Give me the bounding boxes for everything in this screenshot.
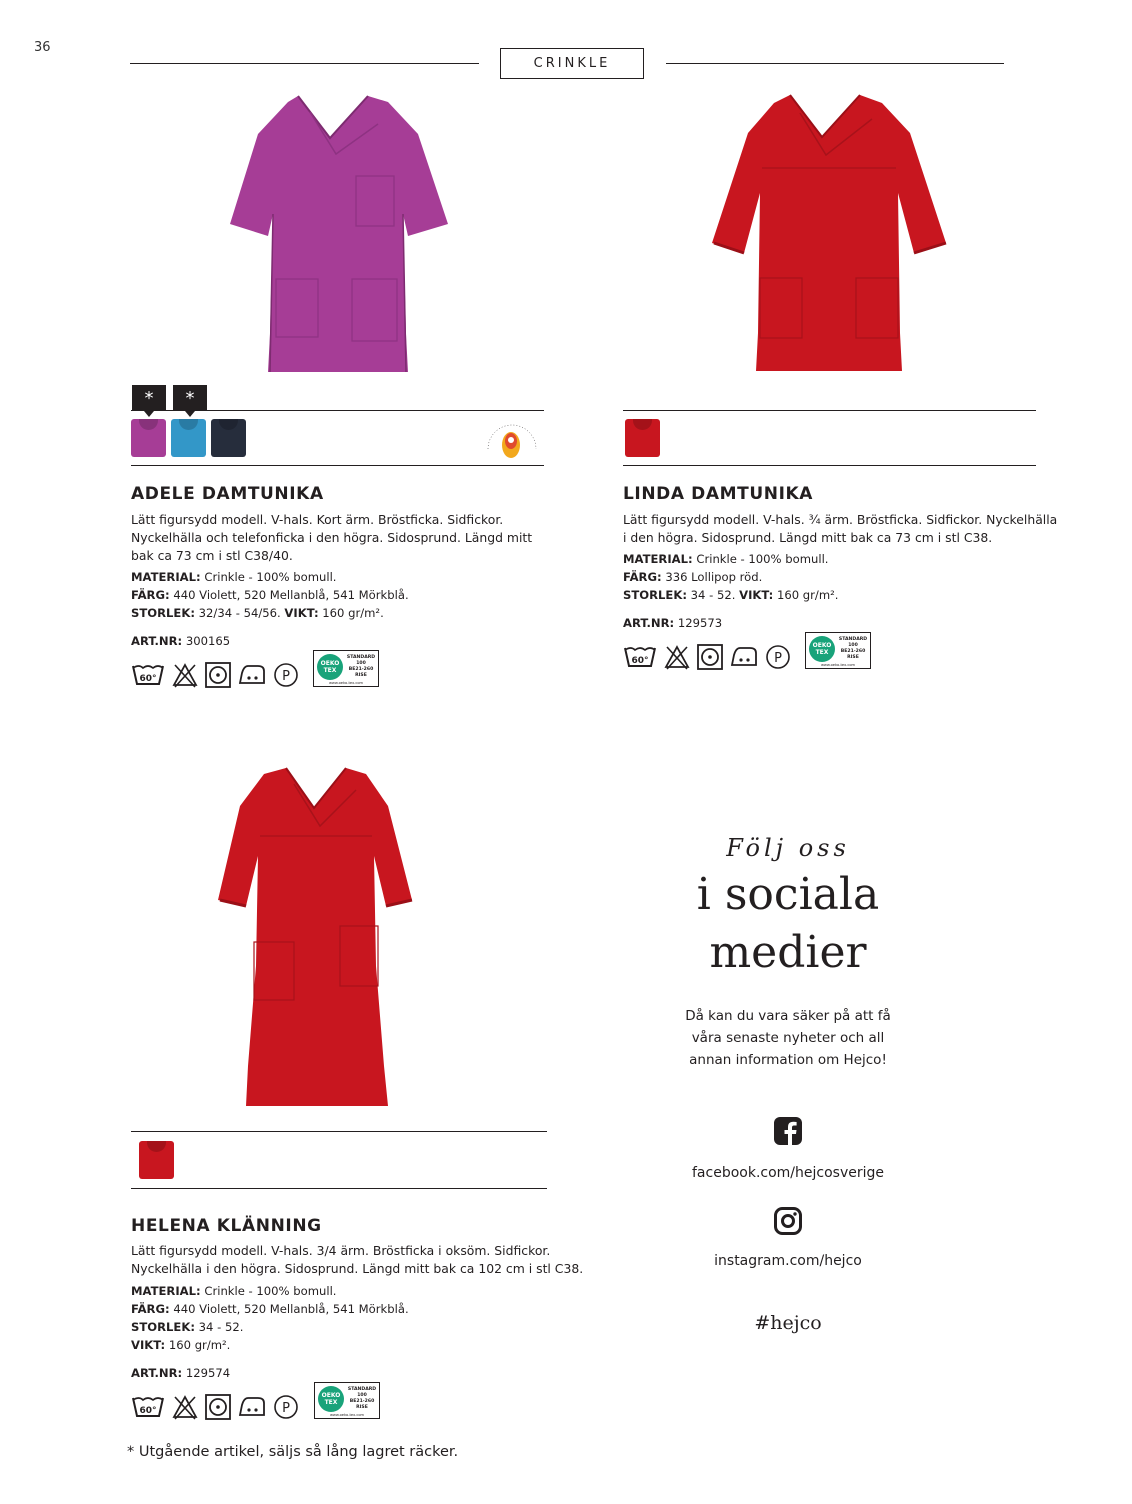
product-description-line: Lätt figursydd modell. V-hals. Kort ärm. Bröstficka. Sidfickor. <box>131 512 504 527</box>
social-text-line: våra senaste nyheter och all <box>691 1030 885 1046</box>
swatch-mid-blue[interactable] <box>171 419 206 457</box>
svg-text:P: P <box>282 669 290 684</box>
product-description-line: Nyckelhälla och telefonficka i den högra. Sidosprund. Längd mitt <box>131 530 533 545</box>
oeko-tex-label <box>314 1382 380 1419</box>
social-text-line: Då kan du vara säker på att få <box>685 1008 891 1024</box>
care-symbols <box>131 1394 299 1420</box>
discontinued-star-marker: * <box>132 385 166 411</box>
material-line: MATERIAL: Crinkle - 100% bomull. <box>131 570 337 584</box>
adda-badge-logo <box>480 415 544 463</box>
swatch-red[interactable] <box>139 1141 174 1179</box>
oeko-tex-logo: OEKO TEX <box>317 654 343 680</box>
wash-60-icon <box>131 1394 165 1420</box>
adele-tunic-image <box>228 94 448 374</box>
header-rule-right <box>666 63 1004 64</box>
size-weight-line: STORLEK: 32/34 - 54/56. VIKT: 160 gr/m². <box>131 606 384 620</box>
tumble-dry-icon <box>697 644 723 670</box>
material-line: MATERIAL: Crinkle - 100% bomull. <box>131 1284 337 1298</box>
swatch-violet[interactable] <box>131 419 166 457</box>
oeko-url: www.oeko-tex.com <box>328 681 364 685</box>
instagram-link[interactable]: instagram.com/hejco <box>714 1253 862 1269</box>
product-description-line: Lätt figursydd modell. V-hals. ¾ ärm. Bröstficka. Sidfickor. Nyckelhälla <box>623 512 1058 527</box>
iron-medium-icon <box>238 663 266 687</box>
linda-color-strip <box>623 410 1036 466</box>
oeko-standard: STANDARD 100 BE21-260 RISE <box>346 655 376 678</box>
article-number: ART.NR: 300165 <box>131 634 231 648</box>
care-symbols <box>623 644 791 670</box>
dry-clean-p-icon <box>273 662 299 688</box>
hashtag: #hejco <box>754 1312 822 1334</box>
oeko-tex-logo: OEKO TEX <box>318 1386 344 1412</box>
wash-60-icon <box>623 644 657 670</box>
svg-text:60°: 60° <box>139 674 157 684</box>
social-heading-line-2: medier <box>709 927 867 978</box>
wash-60-icon <box>131 662 165 688</box>
oeko-standard: STANDARD 100 BE21-260 RISE <box>347 1387 377 1410</box>
section-label: CRINKLE <box>500 48 644 79</box>
social-text-line: annan information om Hejco! <box>689 1052 887 1068</box>
iron-medium-icon <box>238 1395 266 1419</box>
svg-text:60°: 60° <box>139 1406 157 1416</box>
article-number: ART.NR: 129574 <box>131 1366 231 1380</box>
article-number: ART.NR: 129573 <box>623 616 723 630</box>
size-line: STORLEK: 34 - 52. <box>131 1320 244 1334</box>
dry-clean-p-icon <box>765 644 791 670</box>
product-title: ADELE DAMTUNIKA <box>131 484 324 504</box>
footnote: * Utgående artikel, säljs så lång lagret räcker. <box>127 1444 459 1460</box>
helena-dress-image <box>216 766 414 1110</box>
product-title: HELENA KLÄNNING <box>131 1216 322 1236</box>
oeko-tex-label <box>313 650 379 687</box>
oeko-url: www.oeko-tex.com <box>329 1413 365 1417</box>
svg-text:P: P <box>282 1401 290 1416</box>
size-weight-line: STORLEK: 34 - 52. VIKT: 160 gr/m². <box>623 588 839 602</box>
iron-medium-icon <box>730 645 758 669</box>
tumble-dry-icon <box>205 662 231 688</box>
social-heading-line-1: i sociala <box>696 869 880 920</box>
instagram-icon[interactable] <box>774 1207 802 1235</box>
material-line: MATERIAL: Crinkle - 100% bomull. <box>623 552 829 566</box>
page-number: 36 <box>34 40 51 55</box>
social-script-heading: Följ oss <box>726 834 850 862</box>
facebook-icon[interactable] <box>774 1117 802 1145</box>
helena-color-strip <box>131 1131 547 1189</box>
svg-text:60°: 60° <box>631 656 649 666</box>
color-line: FÄRG: 440 Violett, 520 Mellanblå, 541 Mörkblå. <box>131 1302 409 1316</box>
oeko-tex-logo: OEKO TEX <box>809 636 835 662</box>
product-title: LINDA DAMTUNIKA <box>623 484 814 504</box>
oeko-standard: STANDARD 100 BE21-260 RISE <box>838 637 868 660</box>
no-bleach-icon <box>172 1394 198 1420</box>
facebook-link[interactable]: facebook.com/hejcosverige <box>692 1165 884 1181</box>
oeko-tex-label <box>805 632 871 669</box>
linda-tunic-image <box>710 93 948 375</box>
color-line: FÄRG: 440 Violett, 520 Mellanblå, 541 Mörkblå. <box>131 588 409 602</box>
svg-text:P: P <box>774 651 782 666</box>
weight-line: VIKT: 160 gr/m². <box>131 1338 231 1352</box>
no-bleach-icon <box>172 662 198 688</box>
product-description-line: i den högra. Sidosprund. Längd mitt bak ca 73 cm i stl C38. <box>623 530 993 545</box>
tumble-dry-icon <box>205 1394 231 1420</box>
no-bleach-icon <box>664 644 690 670</box>
discontinued-star-marker: * <box>173 385 207 411</box>
swatch-dark-blue[interactable] <box>211 419 246 457</box>
header-rule-left <box>130 63 479 64</box>
swatch-red[interactable] <box>625 419 660 457</box>
color-line: FÄRG: 336 Lollipop röd. <box>623 570 763 584</box>
product-description-line: bak ca 73 cm i stl C38/40. <box>131 548 293 563</box>
product-description-line: Nyckelhälla i den högra. Sidosprund. Längd mitt bak ca 102 cm i stl C38. <box>131 1261 584 1276</box>
product-description-line: Lätt figursydd modell. V-hals. 3/4 ärm. Bröstficka i oksöm. Sidfickor. <box>131 1243 551 1258</box>
care-symbols <box>131 662 299 688</box>
dry-clean-p-icon <box>273 1394 299 1420</box>
oeko-url: www.oeko-tex.com <box>820 663 856 667</box>
